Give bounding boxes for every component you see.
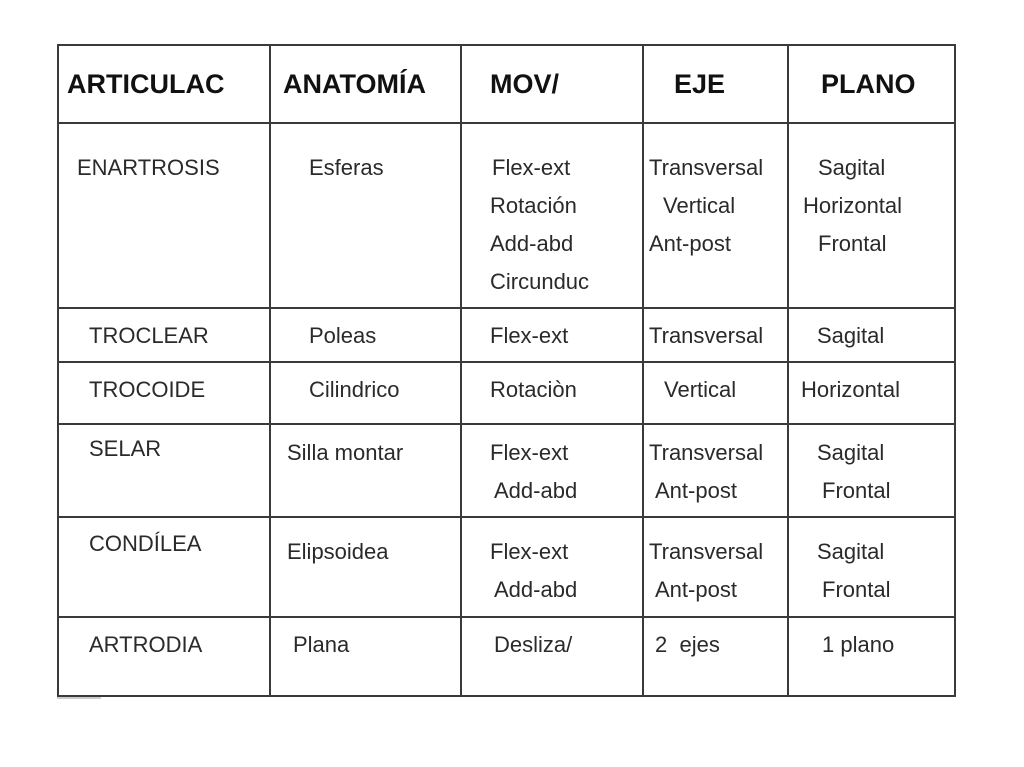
anatomia-cell: [270, 517, 461, 617]
anatomia-cell: [270, 617, 461, 696]
table-row: [58, 308, 955, 362]
anatomia-cell: [270, 424, 461, 517]
movimiento-value: Add-abd: [490, 231, 574, 256]
eje-cell: [643, 123, 788, 308]
movimiento-value: Flex-ext: [492, 155, 571, 180]
movimiento-value: Circunduc: [490, 269, 590, 294]
header-movimiento: MOV/: [461, 45, 643, 123]
eje-value: Vertical: [663, 193, 736, 218]
movimiento-value: Desliza/: [494, 632, 573, 657]
plano-value: Frontal: [818, 231, 887, 256]
table-row: [58, 617, 955, 696]
eje-value: Ant-post: [655, 577, 737, 602]
articulacion-cell: [58, 424, 270, 517]
articulacion-cell: [58, 123, 270, 308]
header-anatomia: ANATOMÍA: [270, 45, 461, 123]
eje-value: Transversal: [649, 440, 764, 465]
eje-cell: [643, 362, 788, 424]
plano-value: Sagital: [818, 155, 886, 180]
anatomia-value: Cilindrico: [309, 377, 400, 402]
anatomia-value: Elipsoidea: [287, 539, 389, 564]
anatomia-value: Plana: [293, 632, 350, 657]
movimiento-value: Add-abd: [494, 478, 578, 503]
anatomia-cell: [270, 308, 461, 362]
anatomia-value: Poleas: [309, 323, 377, 348]
header-row: [58, 45, 955, 123]
header-plano: PLANO: [788, 45, 955, 123]
eje-value: Transversal: [649, 539, 764, 564]
eje-cell: [643, 308, 788, 362]
table-row: [58, 362, 955, 424]
articulacion-cell: [58, 617, 270, 696]
plano-value: Horizontal: [801, 377, 901, 402]
anatomia-value: Silla montar: [287, 440, 404, 465]
movimiento-value: Flex-ext: [490, 323, 569, 348]
eje-value: Vertical: [664, 377, 737, 402]
articulacion-cell: [58, 517, 270, 617]
header-eje: EJE: [643, 45, 788, 123]
plano-cell: [788, 517, 955, 617]
articulacion-cell: [58, 362, 270, 424]
footer-rule: [57, 697, 101, 699]
plano-cell: [788, 308, 955, 362]
articulacion-name: ENARTROSIS: [77, 155, 220, 180]
movimiento-cell: [461, 424, 643, 517]
movimiento-cell: [461, 517, 643, 617]
eje-value: 2 ejes: [655, 632, 720, 657]
articulacion-name: TROCLEAR: [89, 323, 209, 348]
joints-table: [57, 44, 956, 697]
eje-value: Ant-post: [649, 231, 731, 256]
movimiento-cell: [461, 362, 643, 424]
movimiento-cell: [461, 617, 643, 696]
table-row: [58, 424, 955, 517]
anatomia-cell: [270, 362, 461, 424]
header-articulacion: ARTICULAC: [58, 45, 270, 123]
plano-cell: [788, 424, 955, 517]
movimiento-cell: [461, 308, 643, 362]
plano-value: 1 plano: [822, 632, 895, 657]
plano-value: Sagital: [817, 323, 885, 348]
anatomia-cell: [270, 123, 461, 308]
eje-cell: [643, 424, 788, 517]
articulacion-name: ARTRODIA: [89, 632, 203, 657]
plano-value: Frontal: [822, 478, 891, 503]
movimiento-value: Add-abd: [494, 577, 578, 602]
eje-value: Transversal: [649, 323, 764, 348]
movimiento-value: Rotaciòn: [490, 377, 577, 402]
plano-cell: [788, 123, 955, 308]
plano-value: Sagital: [817, 440, 885, 465]
eje-cell: [643, 617, 788, 696]
articulacion-name: TROCOIDE: [89, 377, 206, 402]
plano-value: Frontal: [822, 577, 891, 602]
plano-value: Sagital: [817, 539, 885, 564]
movimiento-value: Flex-ext: [490, 539, 569, 564]
plano-value: Horizontal: [803, 193, 903, 218]
eje-value: Transversal: [649, 155, 764, 180]
movimiento-cell: [461, 123, 643, 308]
eje-value: Ant-post: [655, 478, 737, 503]
eje-cell: [643, 517, 788, 617]
anatomia-value: Esferas: [309, 155, 384, 180]
movimiento-value: Rotación: [490, 193, 577, 218]
articulacion-name: CONDÍLEA: [89, 531, 202, 556]
table-row: [58, 123, 955, 308]
table-row: [58, 517, 955, 617]
plano-cell: [788, 617, 955, 696]
plano-cell: [788, 362, 955, 424]
articulacion-name: SELAR: [89, 436, 162, 461]
joints-table-container: [57, 44, 954, 695]
movimiento-value: Flex-ext: [490, 440, 569, 465]
articulacion-cell: [58, 308, 270, 362]
